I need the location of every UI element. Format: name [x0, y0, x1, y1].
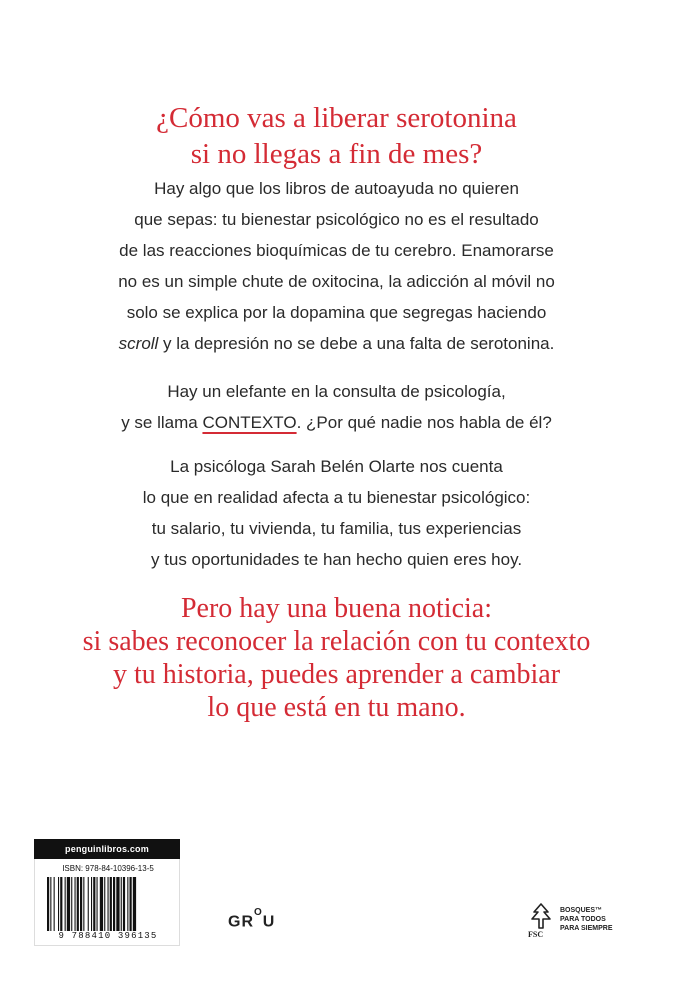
italic-word: scroll [118, 334, 159, 353]
fsc-line: PARA SIEMPRE [560, 925, 613, 932]
closing-line: lo que está en tu mano. [207, 692, 466, 723]
publisher-logo [228, 907, 276, 931]
logo-text: GR [228, 913, 254, 931]
barcode-icon [47, 877, 177, 931]
blurb-paragraph-3 [0, 451, 673, 575]
paragraph-line: no es un simple chute de oxitocina, la adicción al móvil no [118, 272, 555, 291]
paragraph-text: y la depresión no se debe a una falta de serotonina. [158, 334, 555, 353]
paragraph-line [0, 407, 673, 438]
heading-line: si no llegas a fin de mes? [190, 138, 483, 170]
heading-line: ¿Cómo vas a liberar serotonina [156, 102, 517, 134]
website-label: penguinlibros.com [34, 839, 180, 859]
paragraph-line: lo que en realidad afecta a tu bienestar psicológico: [142, 488, 531, 507]
ean-number: 9 788410 396135 [58, 931, 158, 941]
blurb-paragraph-1 [0, 173, 673, 359]
closing-line: y tu historia, puedes aprender a cambiar [112, 659, 561, 690]
context-emphasis: CONTEXTO [202, 413, 297, 432]
cover-heading [0, 100, 673, 172]
fsc-line: BOSQUES™ [560, 907, 603, 914]
paragraph-text: y se llama [121, 413, 203, 432]
paragraph-line: que sepas: tu bienestar psicológico no es el resultado [134, 210, 539, 229]
fsc-line: PARA TODOS [560, 916, 606, 923]
barcode-block [34, 839, 180, 947]
logo-text: O [254, 907, 263, 918]
paragraph-line: de las reacciones bioquímicas de tu cerebro. Enamorarse [119, 241, 554, 260]
paragraph-line: solo se explica por la dopamina que segregas haciendo [126, 303, 547, 322]
closing-statement [0, 592, 673, 724]
blurb-paragraph-2 [0, 376, 673, 438]
isbn-label: ISBN: 978-84-10396-13-5 [62, 864, 154, 873]
closing-line: si sabes reconocer la relación con tu contexto [82, 626, 591, 657]
paragraph-line: La psicóloga Sarah Belén Olarte nos cuenta [170, 457, 503, 476]
paragraph-line: Hay un elefante en la consulta de psicología, [167, 382, 506, 401]
fsc-label: FSC [528, 930, 544, 939]
barcode-area [34, 859, 180, 946]
paragraph-text: . ¿Por qué nadie nos habla de él? [296, 413, 552, 432]
fsc-slogan [560, 906, 613, 933]
paragraph-line: Hay algo que los libros de autoayuda no quieren [154, 179, 519, 198]
fsc-logo [528, 902, 638, 942]
closing-line: Pero hay una buena noticia: [180, 593, 492, 624]
paragraph-line [0, 328, 673, 359]
logo-text: U [262, 913, 276, 931]
paragraph-line: tu salario, tu vivienda, tu familia, tus experiencias [151, 519, 522, 538]
tree-icon [528, 902, 554, 930]
paragraph-line: y tus oportunidades te han hecho quien eres hoy. [150, 550, 523, 569]
